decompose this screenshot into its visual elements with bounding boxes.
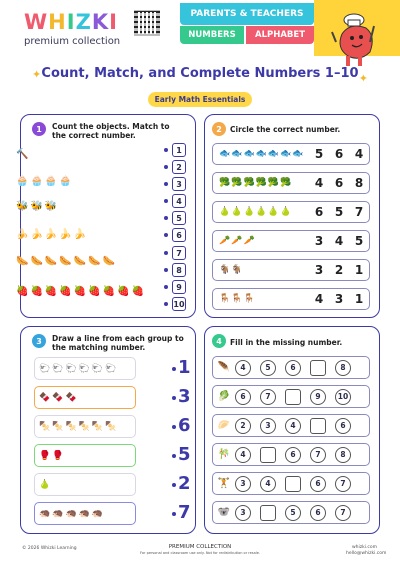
number-box[interactable]: 7 (172, 246, 186, 260)
number-circle: 6 (285, 360, 301, 376)
object-icon: 🥦 (219, 178, 231, 188)
blank-box[interactable] (260, 447, 276, 463)
object-icon: 🥕 (219, 236, 231, 246)
object-icon: 🌭 (102, 255, 116, 267)
tab-numbers[interactable]: NUMBERS (180, 26, 244, 44)
object-icon: 🐟 (219, 149, 231, 159)
object-icon: 🍐 (267, 207, 280, 217)
object-icon: 🍌 (44, 228, 58, 240)
count-row (16, 225, 86, 243)
match-dot[interactable] (172, 367, 176, 371)
circle-row (212, 143, 370, 165)
footer-copyright: © 2026 Whizki Learning (22, 546, 77, 551)
section-4-title: Fill in the missing number. (230, 338, 343, 347)
group-box (34, 473, 136, 496)
object-icon: 🍓 (102, 285, 116, 297)
object-icon: 🐝 (16, 200, 29, 212)
number-circle: 6 (310, 505, 326, 521)
subject-badge: Early Math Essentials (148, 92, 252, 107)
number-circle: 7 (310, 447, 326, 463)
sequence-row (212, 356, 370, 379)
object-icon: 🪑 (219, 294, 231, 304)
object-icon: 🐟 (292, 149, 304, 159)
number-circle: 7 (335, 476, 351, 492)
choice-number[interactable]: 3 (314, 263, 324, 277)
match-number: 6 (178, 415, 191, 436)
object-icon: 🥕 (231, 236, 243, 246)
object-icon: 🐝 (44, 200, 58, 212)
object-icon: 🍢 (65, 421, 77, 432)
section-1-title: Count the objects. Match to the correct number. (52, 122, 170, 140)
count-row (16, 282, 144, 300)
object-icon: 🍢 (52, 421, 64, 432)
object-icon: 🥊 (52, 450, 64, 461)
number-circle: 4 (260, 476, 276, 492)
number-box[interactable]: 5 (172, 211, 186, 225)
object-icon: 🦔 (52, 508, 64, 519)
star-icon: ✦ (32, 68, 42, 81)
number-circle: 3 (235, 476, 251, 492)
group-box (34, 415, 136, 438)
match-dot[interactable] (164, 216, 168, 220)
object-icon: 🥦 (243, 178, 255, 188)
choice-number[interactable]: 4 (334, 234, 344, 248)
match-dot[interactable] (164, 233, 168, 237)
section-2-number: 2 (212, 122, 226, 136)
number-circle: 6 (285, 447, 301, 463)
circle-row (212, 201, 370, 223)
object-group (213, 149, 309, 159)
object-icon: 🌭 (30, 255, 43, 267)
sequence-row (212, 414, 370, 437)
match-dot[interactable] (172, 454, 176, 458)
match-number: 3 (178, 386, 191, 407)
choice-number[interactable]: 5 (354, 234, 364, 248)
group-box (34, 386, 136, 409)
count-row (16, 145, 28, 163)
choice-number[interactable]: 6 (334, 147, 344, 161)
section-1-number: 1 (32, 122, 46, 136)
object-icon: 🧁 (59, 175, 72, 187)
choice-number[interactable]: 4 (314, 176, 324, 190)
object-icon: 🐟 (255, 149, 267, 159)
circle-row (212, 172, 370, 194)
object-icon: 🍐 (231, 207, 243, 217)
blank-box[interactable] (310, 360, 326, 376)
number-circle: 9 (310, 389, 326, 405)
number-circle: 6 (335, 418, 351, 434)
object-icon: 🍫 (65, 392, 77, 403)
choice-number[interactable]: 4 (314, 292, 324, 306)
object-icon: 🍌 (30, 228, 43, 240)
object-icon: 🧁 (30, 175, 43, 187)
sequence-row (212, 385, 370, 408)
circle-row (212, 230, 370, 252)
footer-center-sub: For personal and classroom use only. Not for redistribution or resale. (140, 551, 260, 555)
choice-number[interactable]: 3 (334, 292, 344, 306)
object-group (213, 294, 309, 304)
footer-center: PREMIUM COLLECTION (168, 544, 232, 550)
count-row (16, 172, 72, 190)
blank-box[interactable] (285, 476, 301, 492)
object-icon: 🌭 (88, 255, 101, 267)
tab-alphabet[interactable]: ALPHABET (246, 26, 314, 44)
object-icon: 🍌 (73, 228, 87, 240)
count-row (16, 252, 115, 270)
number-box[interactable]: 10 (172, 297, 186, 311)
object-group (213, 265, 309, 275)
object-icon: 🐑 (78, 363, 90, 374)
object-icon: 🍓 (30, 285, 43, 297)
object-icon: 🦔 (91, 508, 104, 519)
row-icon: 🏋 (217, 478, 231, 489)
section-3-number: 3 (32, 334, 46, 348)
object-icon: 🔨 (16, 148, 29, 160)
object-icon: 🌭 (73, 255, 87, 267)
object-icon: 🐟 (280, 149, 292, 159)
object-icon: 🪑 (231, 294, 243, 304)
page-title: ✦ Count, Match, and Complete Numbers 1–10 ✦ (32, 66, 368, 85)
match-dot[interactable] (164, 182, 168, 186)
choice-number[interactable]: 8 (354, 176, 364, 190)
object-icon: 🍓 (88, 285, 101, 297)
object-icon: 🐑 (91, 363, 104, 374)
object-icon: 🐟 (243, 149, 255, 159)
object-icon: 🐑 (105, 363, 117, 374)
row-icon: 🥬 (217, 391, 231, 402)
object-icon: 🍫 (52, 392, 64, 403)
brand-logo: WHIZKI (24, 10, 118, 34)
match-dot[interactable] (172, 425, 176, 429)
object-icon: 🥦 (267, 178, 280, 188)
number-box[interactable]: 2 (172, 160, 186, 174)
object-icon: 🐑 (39, 363, 51, 374)
object-icon: 🍐 (255, 207, 267, 217)
object-icon: 🌭 (16, 255, 29, 267)
match-dot[interactable] (164, 165, 168, 169)
match-number: 1 (178, 357, 191, 378)
object-icon: 🍐 (280, 207, 292, 217)
group-box (34, 357, 136, 380)
object-group (213, 236, 309, 246)
object-icon: 🍓 (117, 285, 130, 297)
brand-subtitle: premium collection (24, 36, 121, 47)
circle-row (212, 259, 370, 281)
blank-box[interactable] (310, 418, 326, 434)
choice-number[interactable]: 2 (334, 263, 344, 277)
number-circle: 7 (335, 505, 351, 521)
section-2-title: Circle the correct number. (230, 125, 341, 134)
object-icon: 🍓 (131, 285, 145, 297)
match-dot[interactable] (164, 285, 168, 289)
object-icon: 🥦 (280, 178, 292, 188)
object-icon: 🍓 (73, 285, 87, 297)
object-icon: 🥊 (39, 450, 51, 461)
section-4-number: 4 (212, 334, 226, 348)
count-row (16, 197, 57, 215)
object-icon: 🐑 (52, 363, 64, 374)
number-circle: 10 (335, 389, 351, 405)
object-icon: 🍓 (59, 285, 72, 297)
object-icon: 🍓 (44, 285, 58, 297)
number-circle: 5 (285, 505, 301, 521)
object-icon: 🌭 (59, 255, 72, 267)
match-dot[interactable] (172, 396, 176, 400)
footer-site[interactable]: whizki.com (352, 545, 378, 550)
number-circle: 6 (235, 389, 251, 405)
row-icon: 🥟 (217, 420, 231, 431)
object-icon: 🐐 (219, 265, 231, 275)
object-icon: 🍢 (105, 421, 117, 432)
choice-number[interactable]: 6 (334, 176, 344, 190)
object-icon: 🥦 (255, 178, 267, 188)
row-icon: 🎋 (217, 449, 231, 460)
choice-number[interactable]: 5 (334, 205, 344, 219)
choice-number[interactable]: 4 (354, 147, 364, 161)
object-icon: 🐐 (231, 265, 243, 275)
number-circle: 4 (235, 447, 251, 463)
object-icon: 🦔 (39, 508, 51, 519)
object-icon: 🍓 (16, 285, 29, 297)
match-number: 2 (178, 473, 191, 494)
match-number: 7 (178, 502, 191, 523)
object-icon: 🍌 (59, 228, 72, 240)
choice-number[interactable]: 1 (354, 292, 364, 306)
object-icon: 🧁 (44, 175, 58, 187)
match-dot[interactable] (172, 483, 176, 487)
object-icon: 🍫 (39, 392, 51, 403)
parents-teachers-label: PARENTS & TEACHERS (180, 3, 314, 25)
match-dot[interactable] (164, 251, 168, 255)
choice-number[interactable]: 6 (314, 205, 324, 219)
object-icon: 🥦 (231, 178, 243, 188)
object-icon: 🍐 (219, 207, 231, 217)
number-circle: 6 (310, 476, 326, 492)
object-group (213, 207, 309, 217)
number-circle: 3 (235, 505, 251, 521)
number-box[interactable]: 4 (172, 194, 186, 208)
choice-number[interactable]: 5 (314, 147, 324, 161)
object-icon: 🦔 (65, 508, 77, 519)
number-circle: 4 (235, 360, 251, 376)
object-icon: 🍐 (243, 207, 255, 217)
group-box (34, 444, 136, 467)
sequence-row (212, 443, 370, 466)
number-circle: 3 (260, 418, 276, 434)
object-icon: 🥕 (243, 236, 255, 246)
choice-number[interactable]: 1 (354, 263, 364, 277)
number-box[interactable]: 9 (172, 280, 186, 294)
section-3-title: Draw a line from each group to the matching number. (52, 334, 184, 352)
object-icon: 🪑 (243, 294, 255, 304)
row-icon: 🐨 (217, 507, 231, 518)
number-box[interactable]: 6 (172, 228, 186, 242)
object-group (213, 178, 309, 188)
footer-email[interactable]: hello@whizki.com (346, 551, 387, 556)
object-icon: 🧁 (16, 175, 29, 187)
number-circle: 2 (235, 418, 251, 434)
number-box[interactable]: 1 (172, 143, 186, 157)
sequence-row (212, 472, 370, 495)
object-icon: 🌭 (44, 255, 58, 267)
blank-box[interactable] (260, 505, 276, 521)
row-icon: 🪶 (217, 362, 231, 373)
match-dot[interactable] (164, 268, 168, 272)
circle-row (212, 288, 370, 310)
match-number: 5 (178, 444, 191, 465)
object-icon: 🍌 (16, 228, 29, 240)
match-dot[interactable] (164, 199, 168, 203)
sequence-row (212, 501, 370, 524)
number-circle: 8 (335, 360, 351, 376)
number-circle: 5 (260, 360, 276, 376)
object-icon: 🐟 (231, 149, 243, 159)
object-icon: 🍢 (78, 421, 90, 432)
group-box (34, 502, 136, 525)
number-box[interactable]: 3 (172, 177, 186, 191)
object-icon: 🐝 (30, 200, 43, 212)
number-circle: 4 (285, 418, 301, 434)
star-icon: ✦ (358, 72, 368, 85)
object-icon: 🐟 (267, 149, 280, 159)
blank-box[interactable] (285, 389, 301, 405)
match-dot[interactable] (172, 512, 176, 516)
number-circle: 7 (260, 389, 276, 405)
object-icon: 🦔 (78, 508, 90, 519)
match-dot[interactable] (164, 302, 168, 306)
number-box[interactable]: 8 (172, 263, 186, 277)
match-dot[interactable] (164, 148, 168, 152)
object-icon: 🍢 (91, 421, 104, 432)
number-circle: 8 (335, 447, 351, 463)
choice-number[interactable]: 7 (354, 205, 364, 219)
object-icon: 🐑 (65, 363, 77, 374)
object-icon: 🍐 (39, 479, 51, 490)
choice-number[interactable]: 3 (314, 234, 324, 248)
object-icon: 🍢 (39, 421, 51, 432)
